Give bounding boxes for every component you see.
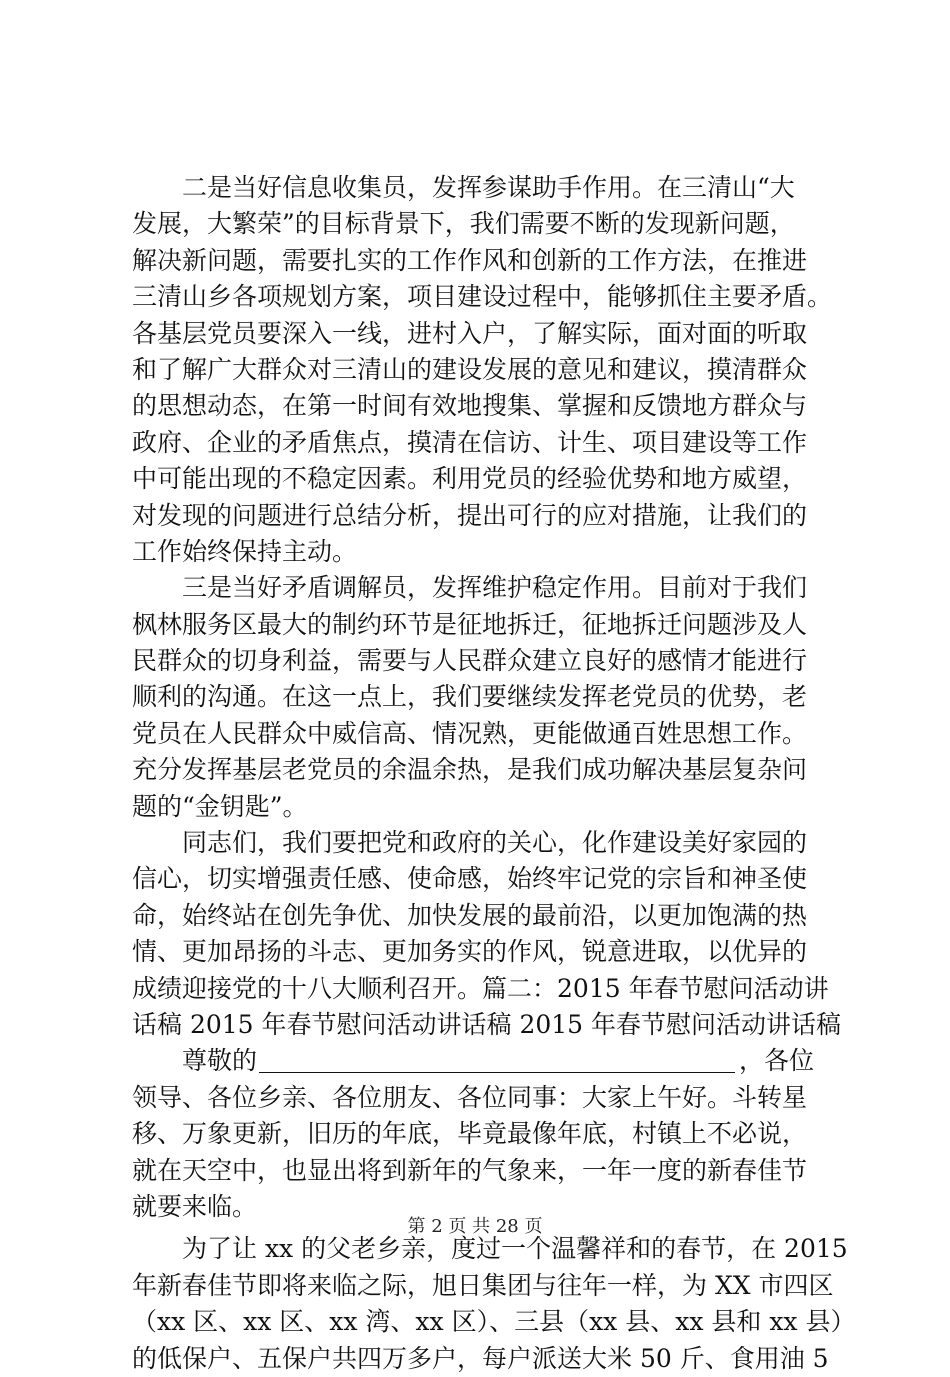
paragraph-line: 同志们，我们要把党和政府的关心，化作建设美好家园的 <box>182 828 808 858</box>
salutation-end: ，各位 <box>739 1046 815 1076</box>
paragraph-line: 的低保户、五保户共四万多户，每户派送大米 50 斤、食用油 5 <box>132 1343 829 1373</box>
paragraph-line: 就在天空中，也显出将到新年的气象来，一年一度的新春佳节 <box>132 1155 808 1185</box>
salutation-line <box>132 1043 824 1079</box>
paragraph-line: 三清山乡各项规划方案，项目建设过程中，能够抓住主要矛盾。 <box>132 282 833 312</box>
paragraph-line: 移、万象更新，旧历的年底，毕竟最像年底，村镇上不必说， <box>132 1119 808 1149</box>
paragraph-line: 政府、企业的矛盾焦点，摸清在信访、计生、项目建设等工作 <box>132 427 808 457</box>
page-footer: 第 2 页 共 28 页 <box>407 1216 543 1237</box>
paragraph-line: 各基层党员要深入一线，进村入户，了解实际，面对面的听取 <box>132 318 808 348</box>
paragraph-line: 工作始终保持主动。 <box>132 536 358 566</box>
paragraph-line: 命，始终站在创先争优、加快发展的最前沿，以更加饱满的热 <box>132 900 808 930</box>
paragraph-line: 充分发挥基层老党员的余温余热，是我们成功解决基层复杂问 <box>132 755 808 785</box>
paragraph-line: 中可能出现的不稳定因素。利用党员的经验优势和地方威望， <box>132 464 808 494</box>
paragraph-line: 题的“金钥匙”。 <box>132 791 308 821</box>
paragraph-line: 情、更加昂扬的斗志、更加务实的作风，锐意进取，以优异的 <box>132 937 808 967</box>
salutation-start: 尊敬的 <box>182 1046 258 1076</box>
paragraph-line: 党员在人民群众中威信高、情况熟，更能做通百姓思想工作。 <box>132 718 808 748</box>
paragraph-line: 领导、各位乡亲、各位朋友、各位同事：大家上午好。斗转星 <box>132 1082 808 1112</box>
paragraph-line: 年新春佳节即将来临之际，旭日集团与往年一样，为 XX 市四区 <box>132 1270 834 1300</box>
paragraph-line: 民群众的切身利益，需要与人民群众建立良好的感情才能进行 <box>132 646 808 676</box>
paragraph-line: 就要来临。 <box>132 1191 258 1221</box>
paragraph-line: 和了解广大群众对三清山的建设发展的意见和建议，摸清群众 <box>132 354 808 384</box>
paragraph-line: 成绩迎接党的十八大顺利召开。篇二：2015 年春节慰问活动讲 <box>132 973 829 1003</box>
paragraph-line: 的思想动态，在第一时间有效地搜集、掌握和反馈地方群众与 <box>132 391 808 421</box>
paragraph-line: 顺利的沟通。在这一点上，我们要继续发挥老党员的优势，老 <box>132 682 808 712</box>
paragraph-line: 信心，切实增强责任感、使命感，始终牢记党的宗旨和神圣使 <box>132 864 808 894</box>
paragraph-line: 话稿 2015 年春节慰问活动讲话稿 2015 年春节慰问活动讲话稿 <box>132 1009 842 1039</box>
paragraph-line: 二是当好信息收集员，发挥参谋助手作用。在三清山“大 <box>182 173 795 202</box>
paragraph-line: 三是当好矛盾调解员，发挥维护稳定作用。目前对于我们 <box>182 573 808 603</box>
paragraph-line: （xx 区、xx 区、xx 湾、xx 区）、三县（xx 县、xx 县和 xx 县） <box>132 1307 856 1337</box>
paragraph-line: 解决新问题，需要扎实的工作作风和创新的工作方法，在推进 <box>132 245 808 275</box>
paragraph-line: 对发现的问题进行总结分析，提出可行的应对措施，让我们的 <box>132 500 808 530</box>
paragraph-line: 枫林服务区最大的制约环节是征地拆迁，征地拆迁问题涉及人 <box>132 609 808 639</box>
paragraph-line: 发展，大繁荣”的目标背景下，我们需要不断的发现新问题， <box>132 209 795 239</box>
fill-in-blank <box>259 1050 735 1073</box>
paragraph-line: 为了让 xx 的父老乡亲，度过一个温馨祥和的春节，在 2015 <box>182 1234 848 1264</box>
document-body <box>132 170 856 1377</box>
